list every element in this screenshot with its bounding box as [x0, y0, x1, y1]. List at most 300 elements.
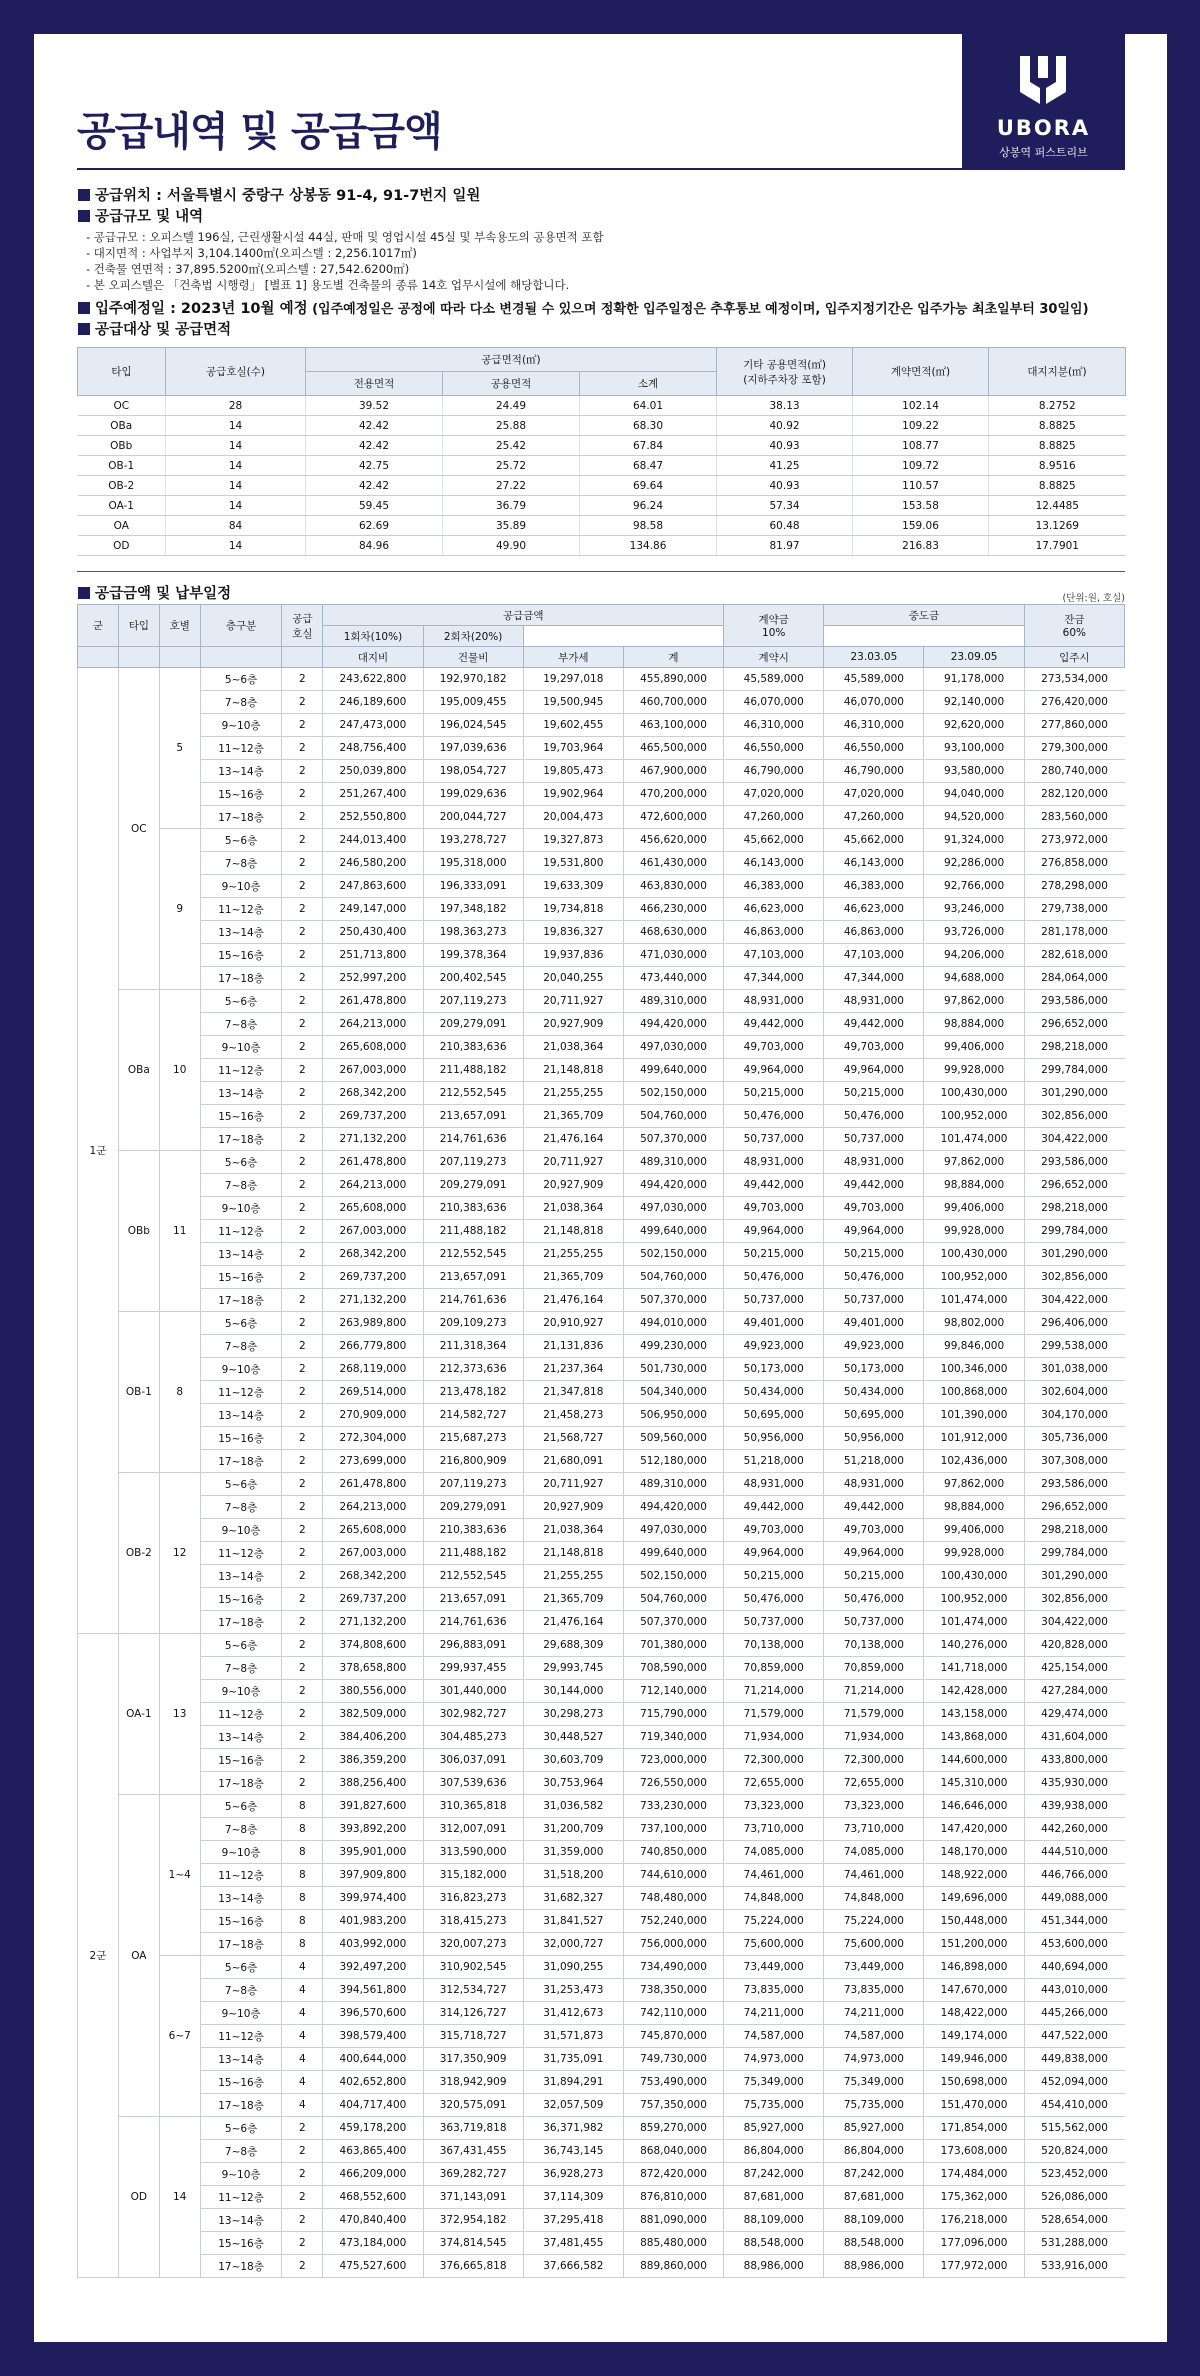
table-cell: 85,927,000	[824, 2117, 924, 2140]
table-cell: 210,383,636	[423, 1197, 523, 1220]
table-cell: 72,655,000	[724, 1772, 824, 1795]
table-row	[78, 2232, 1125, 2255]
table-cell: 2	[282, 714, 323, 737]
table-cell: 515,562,000	[1024, 2117, 1124, 2140]
table-cell: 102,436,000	[924, 1450, 1024, 1473]
table-cell: 302,604,000	[1024, 1381, 1124, 1404]
table-cell: 317,350,909	[423, 2048, 523, 2071]
table-cell: 47,020,000	[724, 783, 824, 806]
col-mid-1: 1회차(10%)	[323, 626, 423, 647]
table-cell: 296,652,000	[1024, 1496, 1124, 1519]
table-cell: 449,838,000	[1024, 2048, 1124, 2071]
table-cell: 50,476,000	[724, 1588, 824, 1611]
table-cell: 13~14층	[200, 921, 282, 944]
table-cell: 299,784,000	[1024, 1220, 1124, 1243]
table-cell: 749,730,000	[623, 2048, 723, 2071]
table-cell: 8.8825	[989, 476, 1126, 496]
table-cell: 740,850,000	[623, 1841, 723, 1864]
table-cell: 5~6층	[200, 1151, 282, 1174]
table-cell: 497,030,000	[623, 1197, 723, 1220]
table-cell: 148,422,000	[924, 2002, 1024, 2025]
table-cell: 21,365,709	[523, 1266, 623, 1289]
table-cell: 14	[166, 536, 306, 556]
table-cell: 8	[282, 1818, 323, 1841]
title-divider	[77, 168, 1125, 170]
line-cell: 12	[159, 1473, 200, 1634]
table-cell: 46,550,000	[824, 737, 924, 760]
table-cell: 4	[282, 2025, 323, 2048]
table-cell: 198,054,727	[423, 760, 523, 783]
table-row	[78, 668, 1125, 691]
table-cell: 71,214,000	[824, 1680, 924, 1703]
col-blank	[78, 647, 119, 668]
table-cell: 376,665,818	[423, 2255, 523, 2278]
table-cell: 144,600,000	[924, 1749, 1024, 1772]
table-row	[78, 1634, 1125, 1657]
table-cell: 456,620,000	[623, 829, 723, 852]
table-cell: 302,982,727	[423, 1703, 523, 1726]
table-cell: 2	[282, 1082, 323, 1105]
table-row	[78, 496, 1126, 516]
table-cell: 250,039,800	[323, 760, 423, 783]
table-cell: 384,406,200	[323, 1726, 423, 1749]
table-cell: 296,652,000	[1024, 1174, 1124, 1197]
table-cell: 15~16층	[200, 1910, 282, 1933]
table-cell: 304,485,273	[423, 1726, 523, 1749]
table-cell: 200,402,545	[423, 967, 523, 990]
col-balance-timing: 입주시	[1024, 647, 1124, 668]
table-cell: 447,522,000	[1024, 2025, 1124, 2048]
table-cell: 71,579,000	[824, 1703, 924, 1726]
table-cell: 12.4485	[989, 496, 1126, 516]
table-cell: 49,964,000	[824, 1059, 924, 1082]
table-cell: 47,103,000	[824, 944, 924, 967]
table-cell: 15~16층	[200, 2071, 282, 2094]
table-cell: 74,587,000	[724, 2025, 824, 2048]
table-cell: 468,552,600	[323, 2186, 423, 2209]
table-row	[78, 1749, 1125, 1772]
table-cell: 276,420,000	[1024, 691, 1124, 714]
table-cell: 313,590,000	[423, 1841, 523, 1864]
table-cell: 72,300,000	[824, 1749, 924, 1772]
table-cell: 47,344,000	[824, 967, 924, 990]
table-cell: 49,964,000	[724, 1220, 824, 1243]
table-cell: 526,086,000	[1024, 2186, 1124, 2209]
table-cell: 14	[166, 476, 306, 496]
table-cell: 92,286,000	[924, 852, 1024, 875]
table-cell: 40.93	[717, 476, 853, 496]
table-cell: 74,973,000	[724, 2048, 824, 2071]
table-cell: 45,662,000	[724, 829, 824, 852]
table-row	[78, 1289, 1125, 1312]
table-cell: 211,488,182	[423, 1059, 523, 1082]
table-row	[78, 990, 1125, 1013]
table-cell: 512,180,000	[623, 1450, 723, 1473]
table-cell: 499,640,000	[623, 1542, 723, 1565]
line-cell: 5	[159, 668, 200, 829]
table-cell: 46,143,000	[824, 852, 924, 875]
table-cell: 304,422,000	[1024, 1611, 1124, 1634]
table-cell: 67.84	[580, 436, 717, 456]
table-cell: 263,989,800	[323, 1312, 423, 1335]
table-cell: 2	[282, 1404, 323, 1427]
type-cell: OC	[118, 668, 159, 990]
table-cell: 50,476,000	[724, 1266, 824, 1289]
table-cell: 99,406,000	[924, 1197, 1024, 1220]
table-row	[78, 1818, 1125, 1841]
table-cell: 264,213,000	[323, 1013, 423, 1036]
table-cell: 99,928,000	[924, 1220, 1024, 1243]
table-cell: 109.72	[853, 456, 989, 476]
table-cell: 30,144,000	[523, 1680, 623, 1703]
table-cell: 251,267,400	[323, 783, 423, 806]
col-mid-1-date: 23.03.05	[824, 647, 924, 668]
table-cell: 489,310,000	[623, 1151, 723, 1174]
table-cell: OD	[78, 536, 166, 556]
table-row	[78, 1772, 1125, 1795]
table-cell: 445,266,000	[1024, 2002, 1124, 2025]
table-cell: 252,550,800	[323, 806, 423, 829]
table-cell: 101,474,000	[924, 1289, 1024, 1312]
table-cell: 302,856,000	[1024, 1105, 1124, 1128]
table-cell: 2	[282, 875, 323, 898]
table-cell: 393,892,200	[323, 1818, 423, 1841]
table-cell: 199,378,364	[423, 944, 523, 967]
col-type: 타입	[118, 605, 159, 647]
table-cell: 49,442,000	[824, 1174, 924, 1197]
table-cell: 248,756,400	[323, 737, 423, 760]
table-cell: 283,560,000	[1024, 806, 1124, 829]
price-unit: (단위:원, 호실)	[1062, 593, 1125, 604]
table-cell: 305,736,000	[1024, 1427, 1124, 1450]
table-cell: 149,946,000	[924, 2048, 1024, 2071]
table-cell: 374,814,545	[423, 2232, 523, 2255]
table-cell: 261,478,800	[323, 1151, 423, 1174]
table-row	[78, 2002, 1125, 2025]
table-cell: 5~6층	[200, 1312, 282, 1335]
table-cell: 8.9516	[989, 456, 1126, 476]
table-cell: 84.96	[306, 536, 443, 556]
table-cell: 93,100,000	[924, 737, 1024, 760]
line-cell: 6~7	[159, 1956, 200, 2117]
scale-line: - 공급규모 : 오피스텔 196실, 근린생활시설 44실, 판매 및 영업시설 45실 및 부속용도의 공용면적 포함	[86, 230, 604, 244]
col-blank	[159, 647, 200, 668]
table-cell: 31,359,000	[523, 1841, 623, 1864]
table-row	[78, 1542, 1125, 1565]
table-cell: 68.47	[580, 456, 717, 476]
table-cell: 298,218,000	[1024, 1036, 1124, 1059]
table-cell: 215,687,273	[423, 1427, 523, 1450]
table-cell: 87,681,000	[724, 2186, 824, 2209]
table-cell: 150,448,000	[924, 1910, 1024, 1933]
table-cell: 266,779,800	[323, 1335, 423, 1358]
table-cell: 301,290,000	[1024, 1243, 1124, 1266]
table-cell: 497,030,000	[623, 1519, 723, 1542]
table-cell: 50,737,000	[724, 1611, 824, 1634]
table-cell: 9~10층	[200, 1036, 282, 1059]
table-cell: 73,449,000	[824, 1956, 924, 1979]
table-cell: 293,586,000	[1024, 1473, 1124, 1496]
table-cell: 399,974,400	[323, 1887, 423, 1910]
table-cell: 269,737,200	[323, 1266, 423, 1289]
table-cell: 87,242,000	[824, 2163, 924, 2186]
table-cell: 302,856,000	[1024, 1266, 1124, 1289]
table-cell: 461,430,000	[623, 852, 723, 875]
table-cell: 398,579,400	[323, 2025, 423, 2048]
table-cell: 19,937,836	[523, 944, 623, 967]
table-cell: 271,132,200	[323, 1289, 423, 1312]
table-cell: 20,927,909	[523, 1174, 623, 1197]
col-land-share: 대지지분(㎡)	[989, 348, 1126, 396]
table-cell: 100,952,000	[924, 1588, 1024, 1611]
table-cell: 284,064,000	[1024, 967, 1124, 990]
table-cell: 17~18층	[200, 2094, 282, 2117]
table-cell: 2	[282, 921, 323, 944]
table-cell: 49,442,000	[724, 1013, 824, 1036]
table-cell: 439,938,000	[1024, 1795, 1124, 1818]
table-row	[78, 1335, 1125, 1358]
table-row	[78, 1174, 1125, 1197]
table-cell: 75,349,000	[824, 2071, 924, 2094]
col-subtotal: 소계	[580, 372, 717, 396]
table-cell: 9~10층	[200, 1841, 282, 1864]
table-cell: 212,552,545	[423, 1565, 523, 1588]
table-cell: 502,150,000	[623, 1243, 723, 1266]
table-cell: 4	[282, 2048, 323, 2071]
table-cell: 2	[282, 783, 323, 806]
table-cell: 143,868,000	[924, 1726, 1024, 1749]
table-cell: 296,652,000	[1024, 1013, 1124, 1036]
table-cell: 88,548,000	[824, 2232, 924, 2255]
table-row	[78, 1841, 1125, 1864]
table-cell: 320,575,091	[423, 2094, 523, 2117]
table-cell: 363,719,818	[423, 2117, 523, 2140]
type-cell: OA	[118, 1795, 159, 2117]
table-cell: 29,993,745	[523, 1657, 623, 1680]
table-cell: 312,534,727	[423, 1979, 523, 2002]
table-cell: 374,808,600	[323, 1634, 423, 1657]
table-cell: 98,884,000	[924, 1013, 1024, 1036]
move-in-date: 입주예정일 : 2023년 10월 예정 (입주예정일은 공정에 따라 다소 변경될 수 있으며 정확한 입주일정은 추후통보 예정이며, 입주지정기간은 입주가능 최초일부터 30일임)	[78, 297, 1089, 318]
table-cell: 207,119,273	[423, 990, 523, 1013]
table-cell: 13~14층	[200, 1726, 282, 1749]
table-cell: 881,090,000	[623, 2209, 723, 2232]
table-cell: 199,029,636	[423, 783, 523, 806]
table-cell: 2	[282, 1565, 323, 1588]
table-cell: 420,828,000	[1024, 1634, 1124, 1657]
table-cell: 88,548,000	[724, 2232, 824, 2255]
table-cell: 100,346,000	[924, 1358, 1024, 1381]
table-cell: 265,608,000	[323, 1036, 423, 1059]
table-row	[78, 2025, 1125, 2048]
table-cell: 173,608,000	[924, 2140, 1024, 2163]
table-cell: 196,333,091	[423, 875, 523, 898]
table-cell: 533,916,000	[1024, 2255, 1124, 2278]
table-cell: 214,582,727	[423, 1404, 523, 1427]
table-cell: 504,760,000	[623, 1105, 723, 1128]
table-cell: 31,200,709	[523, 1818, 623, 1841]
table-cell: 11~12층	[200, 1542, 282, 1565]
table-cell: 19,902,964	[523, 783, 623, 806]
scale-line: - 본 오피스텔은 「건축법 시행령」 [별표 1] 용도별 건축물의 종류 14호 업무시설에 해당합니다.	[86, 278, 570, 292]
table-row	[78, 1565, 1125, 1588]
table-cell: 372,954,182	[423, 2209, 523, 2232]
table-cell: 46,310,000	[724, 714, 824, 737]
table-cell: 378,658,800	[323, 1657, 423, 1680]
table-cell: 403,992,000	[323, 1933, 423, 1956]
table-cell: 45,662,000	[824, 829, 924, 852]
table-row	[78, 2186, 1125, 2209]
table-cell: 15~16층	[200, 2232, 282, 2255]
table-cell: 30,753,964	[523, 1772, 623, 1795]
table-cell: 2	[282, 1059, 323, 1082]
table-cell: 528,654,000	[1024, 2209, 1124, 2232]
table-cell: 211,488,182	[423, 1220, 523, 1243]
table-cell: 304,422,000	[1024, 1289, 1124, 1312]
table-cell: 197,348,182	[423, 898, 523, 921]
table-cell: 299,538,000	[1024, 1335, 1124, 1358]
table-cell: 459,178,200	[323, 2117, 423, 2140]
table-cell: 49,401,000	[824, 1312, 924, 1335]
table-cell: 386,359,200	[323, 1749, 423, 1772]
table-cell: 31,841,527	[523, 1910, 623, 1933]
col-land-cost: 대지비	[323, 647, 423, 668]
table-cell: 494,420,000	[623, 1496, 723, 1519]
table-cell: 2	[282, 967, 323, 990]
table-cell: 49,703,000	[824, 1036, 924, 1059]
table-cell: 27.22	[443, 476, 580, 496]
table-cell: 70,859,000	[824, 1657, 924, 1680]
table-cell: 47,260,000	[724, 806, 824, 829]
table-cell: 19,703,964	[523, 737, 623, 760]
table-cell: 507,370,000	[623, 1128, 723, 1151]
table-cell: 195,009,455	[423, 691, 523, 714]
table-row	[78, 852, 1125, 875]
table-cell: 71,579,000	[724, 1703, 824, 1726]
table-cell: 7~8층	[200, 691, 282, 714]
table-cell: 304,422,000	[1024, 1128, 1124, 1151]
table-cell: 293,586,000	[1024, 1151, 1124, 1174]
table-cell: 59.45	[306, 496, 443, 516]
table-cell: 21,148,818	[523, 1220, 623, 1243]
table-cell: 94,206,000	[924, 944, 1024, 967]
table-cell: 177,096,000	[924, 2232, 1024, 2255]
table-cell: 64.01	[580, 396, 717, 416]
table-row	[78, 396, 1126, 416]
table-cell: 101,474,000	[924, 1128, 1024, 1151]
table-cell: 299,784,000	[1024, 1059, 1124, 1082]
table-cell: 20,711,927	[523, 990, 623, 1013]
table-cell: OB-2	[78, 476, 166, 496]
table-cell: 13~14층	[200, 760, 282, 783]
table-cell: 49,442,000	[724, 1174, 824, 1197]
table-cell: 4	[282, 2094, 323, 2117]
table-cell: 468,630,000	[623, 921, 723, 944]
table-cell: 2	[282, 1381, 323, 1404]
table-cell: 298,218,000	[1024, 1519, 1124, 1542]
table-cell: 98,884,000	[924, 1496, 1024, 1519]
table-cell: 62.69	[306, 516, 443, 536]
table-cell: 48,931,000	[824, 990, 924, 1013]
table-cell: 312,007,091	[423, 1818, 523, 1841]
table-cell: 21,038,364	[523, 1036, 623, 1059]
table-cell: 30,298,273	[523, 1703, 623, 1726]
table-cell: 31,090,255	[523, 1956, 623, 1979]
table-cell: 21,365,709	[523, 1588, 623, 1611]
table-cell: 307,308,000	[1024, 1450, 1124, 1473]
table-cell: 42.42	[306, 476, 443, 496]
table-cell: 489,310,000	[623, 1473, 723, 1496]
table-cell: 49,964,000	[824, 1542, 924, 1565]
table-cell: 2	[282, 1174, 323, 1197]
table-cell: 74,461,000	[824, 1864, 924, 1887]
table-cell: 13~14층	[200, 2209, 282, 2232]
table-cell: 102.14	[853, 396, 989, 416]
table-cell: 94,688,000	[924, 967, 1024, 990]
table-cell: 21,131,836	[523, 1335, 623, 1358]
table-cell: 9~10층	[200, 1519, 282, 1542]
table-cell: 7~8층	[200, 1174, 282, 1197]
table-cell: 506,950,000	[623, 1404, 723, 1427]
table-row	[78, 2255, 1125, 2278]
table-row	[78, 536, 1126, 556]
table-cell: 41.25	[717, 456, 853, 476]
table-cell: 396,570,600	[323, 2002, 423, 2025]
table-cell: 81.97	[717, 536, 853, 556]
table-cell: 196,024,545	[423, 714, 523, 737]
table-cell: 5~6층	[200, 1956, 282, 1979]
table-cell: 50,956,000	[824, 1427, 924, 1450]
table-cell: 50,215,000	[724, 1565, 824, 1588]
table-cell: 209,279,091	[423, 1496, 523, 1519]
table-cell: 50,695,000	[824, 1404, 924, 1427]
page-title: 공급내역 및 공급금액	[77, 109, 442, 155]
table-cell: 264,213,000	[323, 1174, 423, 1197]
table-row	[78, 967, 1125, 990]
table-cell: 268,342,200	[323, 1243, 423, 1266]
table-cell: 470,200,000	[623, 783, 723, 806]
table-cell: 45,589,000	[824, 668, 924, 691]
table-cell: 72,655,000	[824, 1772, 924, 1795]
table-row	[78, 1887, 1125, 1910]
table-cell: 73,323,000	[824, 1795, 924, 1818]
table-cell: 14	[166, 456, 306, 476]
table-cell: 49,964,000	[724, 1542, 824, 1565]
table-row	[78, 1864, 1125, 1887]
table-cell: 402,652,800	[323, 2071, 423, 2094]
table-row	[78, 2071, 1125, 2094]
table-cell: 140,276,000	[924, 1634, 1024, 1657]
table-cell: 17~18층	[200, 1772, 282, 1795]
table-cell: 21,458,273	[523, 1404, 623, 1427]
table-cell: 246,189,600	[323, 691, 423, 714]
table-cell: 11~12층	[200, 1381, 282, 1404]
col-supply-amount: 공급금액	[323, 605, 724, 626]
table-cell: 49.90	[443, 536, 580, 556]
table-cell: 382,509,000	[323, 1703, 423, 1726]
table-cell: 50,434,000	[824, 1381, 924, 1404]
table-cell: 2	[282, 1519, 323, 1542]
table-cell: 46,383,000	[724, 875, 824, 898]
table-cell: 14	[166, 496, 306, 516]
area-heading: 공급대상 및 공급면적	[78, 318, 231, 339]
table-row	[78, 1611, 1125, 1634]
table-cell: 213,478,182	[423, 1381, 523, 1404]
table-cell: 15~16층	[200, 1105, 282, 1128]
table-cell: 2	[282, 990, 323, 1013]
table-cell: 2	[282, 1772, 323, 1795]
table-cell: 32,057,509	[523, 2094, 623, 2117]
